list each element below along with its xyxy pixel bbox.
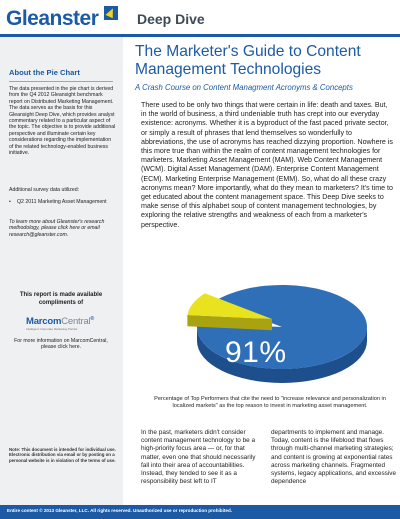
page-header	[0, 0, 400, 34]
intro-paragraph: There used to be only two things that were certain in life: death and taxes. But, in the world of business, a third undeniable truth has crept into our everyday existence: acronyms. Whether it is a byproduct of the fast paced private sector, or simply a result of phrases that lend themselves so wonderfully to abbreviations, the use of acronyms has reached dizzying proportion. Nowhere is this more true than within the realm of content management technologies for marketers. Marketing Asset Management (MAM). Web Content Management (WCM). Digital Asset Management (DAM). Enterprise Content Management (ECM). Marketing Enterprise Management (EMM). So, what do all these crazy acronyms mean? More importantly, what do they mean to marketers? It's time to get educated about the content management space. This Deep Dive seeks to make sense of this alphabet soup of content management technologies, by exploring the relative strengths and weakness of each from a marketer's perspective.	[141, 101, 393, 229]
survey-item: Q2 2011 Marketing Asset Management	[17, 199, 107, 205]
body-column-right: departments to implement and manage. Today, content is the lifeblood that flows through multi-channel marketing strategies; and content is growing at exponential rates across marketing channels. Fragmented systems, legacy applications, and excessive dependence	[271, 429, 397, 486]
sidebar-divider	[9, 81, 113, 82]
body-column-left: In the past, marketers didn't consider content management technology to be a high-priority focus area — or, for that matter, even one that should necessarily fall into their area of accountabilities. Instead, they tended to see it as a responsibility best left to IT	[141, 429, 256, 486]
page-subtitle: A Crash Course on Content Managment Acronyms & Concepts	[135, 83, 353, 92]
marcomcentral-logo[interactable]	[26, 316, 96, 331]
copyright-text: Entire content © 2013 Gleanster, LLC. All rights reserved. Unauthorized use or reproduction prohibited.	[7, 508, 233, 513]
pie-caption: Percentage of Top Performers that cite the need to "increase relevance and personalization in localized markets" as the top reason to invest in marketing asset management.	[154, 396, 386, 409]
page-footer	[0, 505, 400, 519]
sponsor-title: This report is made available compliments of	[19, 292, 103, 306]
bullet-icon: •	[9, 199, 11, 205]
learn-more-link[interactable]: To learn more about Gleanster's research methodology, please click here or email research@gleanster.com.	[9, 219, 105, 238]
gleanster-logo-mark-icon	[104, 6, 118, 20]
sponsor-info-link[interactable]: For more information on MarcomCentral, please click here.	[14, 338, 108, 351]
pie-value-label: 91%	[225, 336, 287, 369]
usage-note: Note: This document is intended for individual use. Electronic distribution via email or by posting on a personal website is in violation of the terms of use.	[9, 447, 116, 463]
survey-label: Additional survey data utilized:	[9, 187, 80, 193]
sponsor-box	[9, 292, 113, 412]
sidebar	[0, 37, 123, 505]
page-title: The Marketer's Guide to Content Management Technologies	[135, 43, 361, 78]
mc-logo-main: Marcom	[26, 316, 62, 327]
section-title: Deep Dive	[137, 11, 205, 27]
mc-logo-trademark: ®	[90, 316, 94, 322]
survey-list	[9, 199, 113, 205]
sidebar-body: The data presented in the pie chart is derived from the Q4 2012 Gleansight benchmark report on Distributed Marketing Management. The data serves as the basis for this Gleansight Deep Dive, which provides analyst commentary related to a particular aspect of the topic. The objective is to provide additional perspective and illuminate certain key considerations regarding the implementation of the related technology-enabled business initiative.	[9, 86, 116, 157]
sidebar-title: About the Pie Chart	[9, 68, 80, 77]
mc-logo-accent: Central	[61, 316, 91, 327]
mc-logo-tagline: Intelligent Corporate Marketing Portals	[26, 327, 78, 331]
gleanster-logo[interactable]: Gleanster	[6, 7, 99, 30]
